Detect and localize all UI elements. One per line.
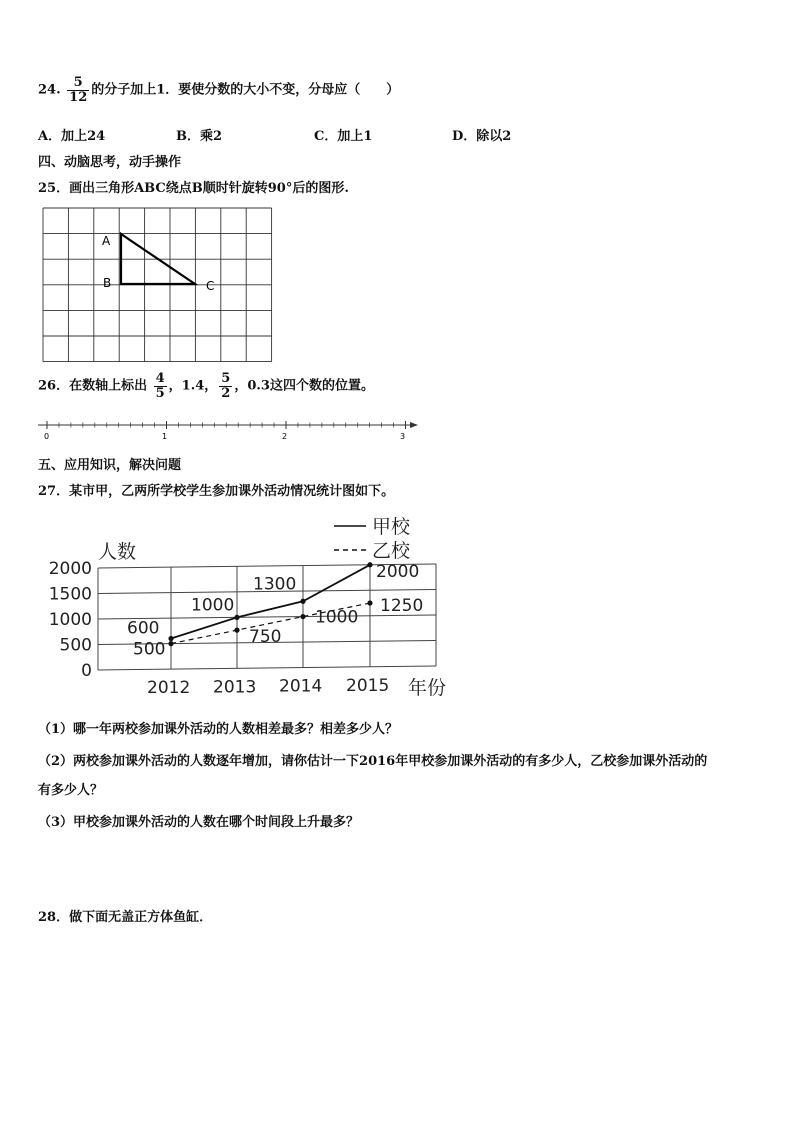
q26-fraction-2 xyxy=(219,372,232,400)
data-point xyxy=(234,615,239,620)
q27-sub2b: 有多少人？ xyxy=(38,783,104,798)
y-tick-label: 1000 xyxy=(48,610,92,630)
q26-fraction-1 xyxy=(154,372,167,400)
section5-title: 五、应用知识，解决问题 xyxy=(38,458,182,473)
q24-option-a[interactable]: A．加上24 xyxy=(38,129,106,144)
data-point xyxy=(367,562,372,567)
q24-number: 24. xyxy=(38,82,61,98)
axis-label-2: 2 xyxy=(282,432,288,441)
q24-option-b[interactable]: B．乘2 xyxy=(176,129,223,144)
q24-option-c[interactable]: C．加上1 xyxy=(314,129,373,144)
q26-f2-den: 2 xyxy=(221,385,231,401)
chart-gridline xyxy=(98,666,436,670)
axis-label-0: 0 xyxy=(44,432,50,441)
y-tick-label: 1500 xyxy=(48,584,92,605)
data-point xyxy=(300,599,305,604)
y-axis-title: 人数 xyxy=(98,541,137,563)
q27-text: 27．某市甲，乙两所学校学生参加课外活动情况统计图如下。 xyxy=(38,484,395,499)
q24-options xyxy=(38,125,638,143)
q24-line xyxy=(38,76,399,104)
q26-prefix: 26．在数轴上标出 xyxy=(38,378,148,394)
q26-suffix: ，0.3这四个数的位置。 xyxy=(234,378,374,394)
q26-line xyxy=(38,372,374,400)
q24-frac-num: 5 xyxy=(73,75,83,90)
q24-fraction xyxy=(67,76,89,104)
section4-title: 四、动脑思考，动手操作 xyxy=(38,155,182,170)
data-label: 600 xyxy=(127,618,160,639)
q26-mid: ，1.4， xyxy=(168,378,218,394)
axis-label-3: 3 xyxy=(400,432,406,441)
label-c: C xyxy=(206,279,215,293)
y-tick-label: 0 xyxy=(81,661,92,681)
q27-sub3: （3）甲校参加课外活动的人数在哪个时间段上升最多？ xyxy=(38,815,360,830)
axis-label-1: 1 xyxy=(162,432,168,441)
x-tick-label: 2015 xyxy=(346,676,390,696)
q24-text: 的分子加上1．要使分数的大小不变，分母应（ ） xyxy=(91,82,400,98)
q26-f1-num: 4 xyxy=(155,371,165,386)
q26-f2-num: 5 xyxy=(221,371,231,386)
line-chart xyxy=(40,508,460,708)
q24-frac-den: 12 xyxy=(69,89,88,105)
label-b: B xyxy=(103,276,112,290)
x-tick-label: 2013 xyxy=(213,677,257,698)
legend-label: 乙校 xyxy=(372,540,411,562)
q24-option-d[interactable]: D．除以2 xyxy=(452,129,512,144)
y-tick-label: 2000 xyxy=(48,559,92,579)
data-label: 500 xyxy=(133,639,166,660)
data-label: 750 xyxy=(249,627,282,648)
legend-label: 甲校 xyxy=(372,516,411,538)
data-label: 1000 xyxy=(191,595,235,616)
data-label: 1250 xyxy=(380,596,424,617)
q25-text: 25．画出三角形ABC绕点B顺时针旋转90°后的图形. xyxy=(38,181,349,196)
x-axis-title: 年份 xyxy=(408,677,447,699)
x-tick-label: 2014 xyxy=(279,676,323,697)
q28-text: 28．做下面无盖正方体鱼缸． xyxy=(38,910,213,925)
label-a: A xyxy=(102,234,111,248)
data-point xyxy=(300,614,305,619)
data-point xyxy=(168,641,173,646)
q26-f1-den: 5 xyxy=(155,385,165,401)
y-tick-label: 500 xyxy=(59,635,92,656)
x-tick-label: 2012 xyxy=(147,678,191,698)
data-label: 2000 xyxy=(376,561,420,582)
data-point xyxy=(234,628,239,633)
data-point xyxy=(367,600,372,605)
q27-sub2a: （2）两校参加课外活动的人数逐年增加，请你估计一下2016年甲校参加课外活动的有多少人，乙校参加课外活动的 xyxy=(38,754,708,769)
data-label: 1000 xyxy=(315,607,359,628)
data-point xyxy=(168,636,173,641)
data-label: 1300 xyxy=(253,574,297,595)
number-line xyxy=(36,415,426,445)
q25-grid-figure xyxy=(40,204,280,366)
q27-sub1: （1）哪一年两校参加课外活动的人数相差最多？相差多少人？ xyxy=(38,722,399,737)
